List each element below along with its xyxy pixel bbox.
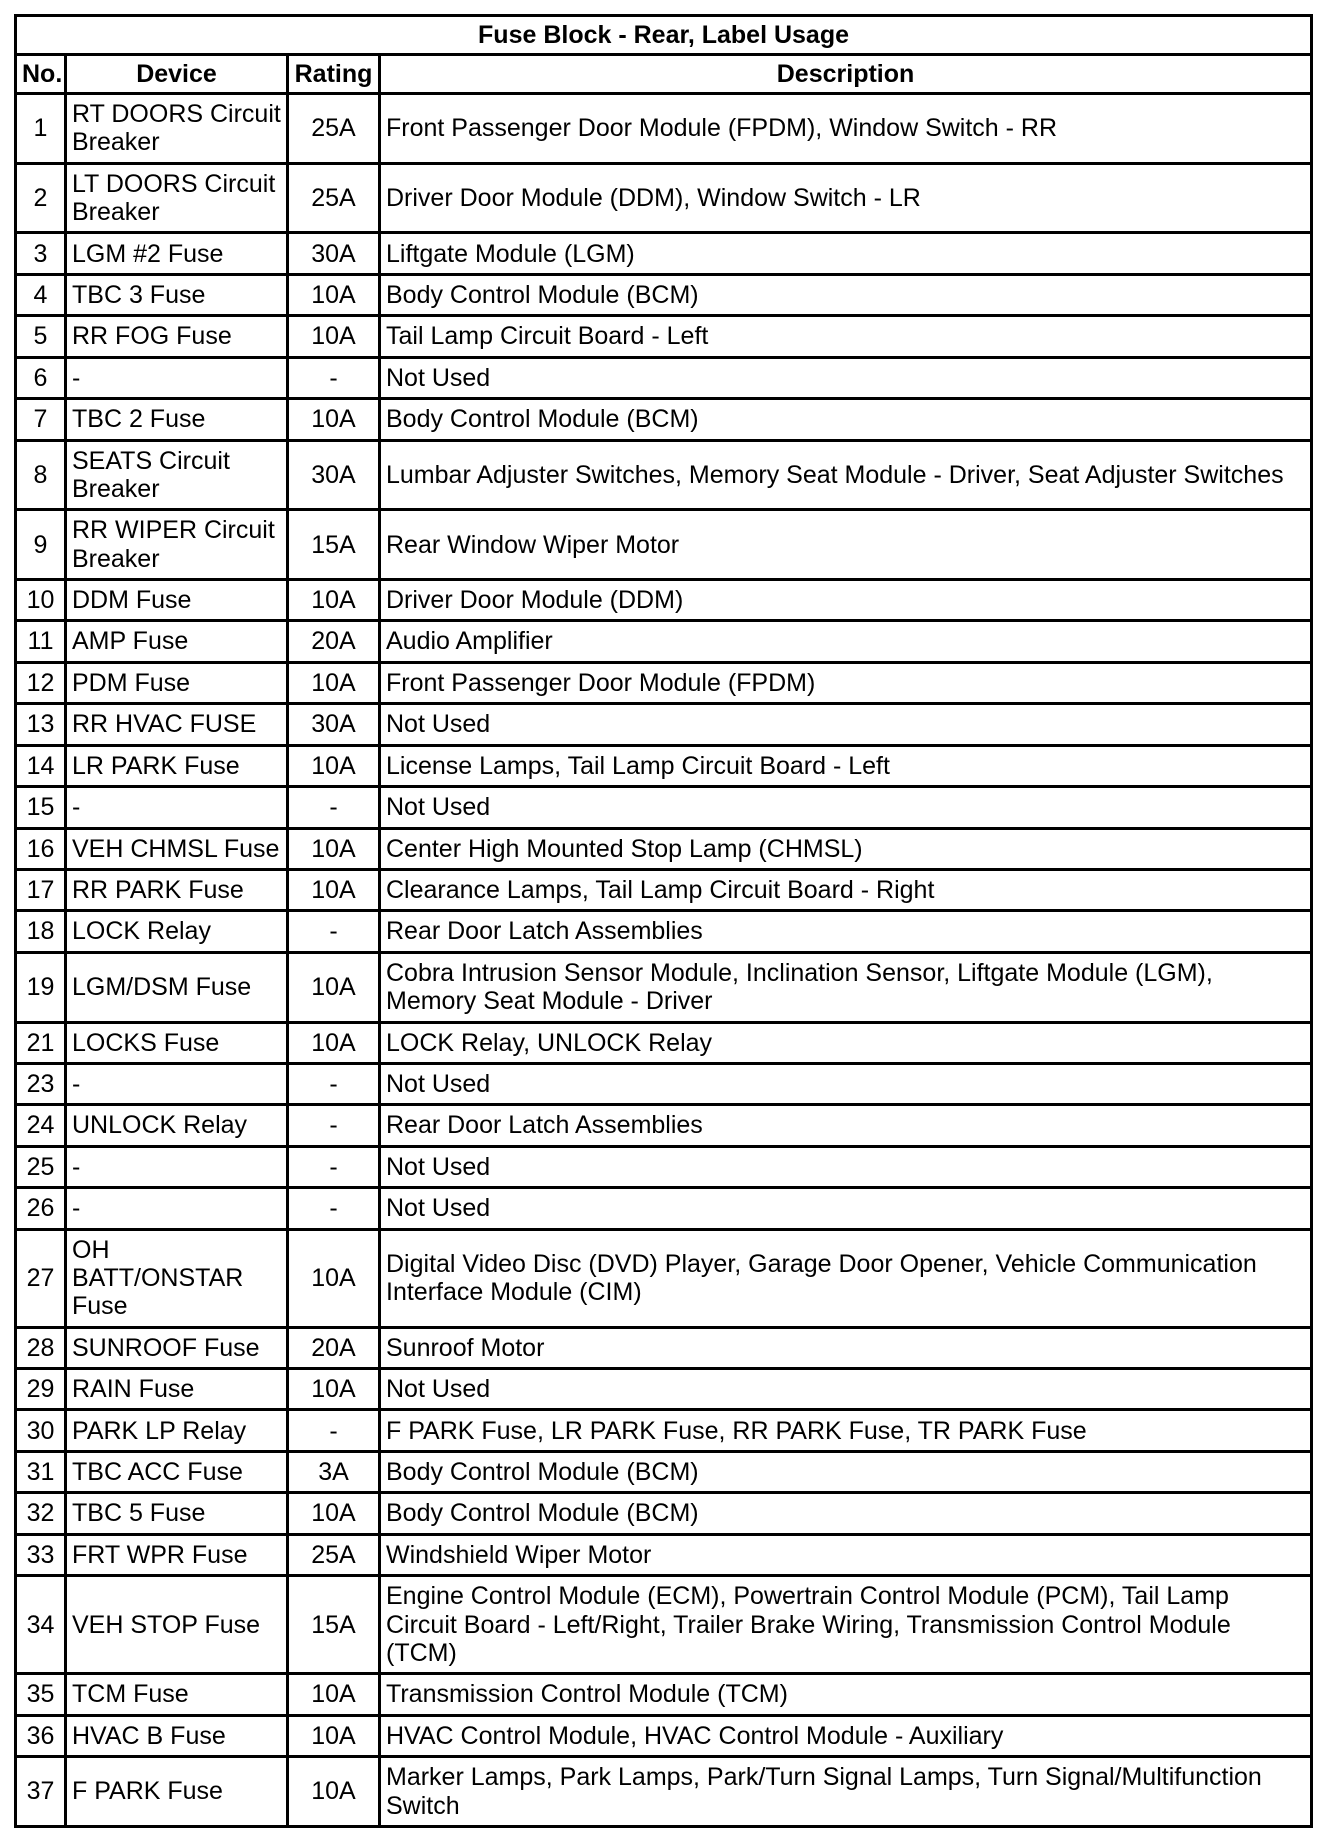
device-cell: RR WIPER Circuit Breaker — [66, 510, 288, 580]
description-cell: Body Control Module (BCM) — [380, 274, 1312, 315]
fuse-number-cell: 11 — [16, 621, 66, 662]
table-row — [16, 579, 1312, 620]
header-device: Device — [66, 55, 288, 94]
rating-cell: 10A — [288, 869, 380, 910]
fuse-number-cell: 23 — [16, 1063, 66, 1104]
description-cell: Body Control Module (BCM) — [380, 1493, 1312, 1534]
description-cell: Not Used — [380, 1369, 1312, 1410]
table-title: Fuse Block - Rear, Label Usage — [16, 16, 1312, 55]
description-cell: Not Used — [380, 1188, 1312, 1229]
fuse-number-cell: 24 — [16, 1105, 66, 1146]
rating-cell: 20A — [288, 1327, 380, 1368]
description-cell: Tail Lamp Circuit Board - Left — [380, 316, 1312, 357]
fuse-table-sheet — [14, 14, 1310, 1828]
fuse-number-cell: 4 — [16, 274, 66, 315]
fuse-number-cell: 16 — [16, 828, 66, 869]
device-cell: LGM/DSM Fuse — [66, 952, 288, 1022]
description-cell: Sunroof Motor — [380, 1327, 1312, 1368]
device-cell: SUNROOF Fuse — [66, 1327, 288, 1368]
device-cell: TBC 3 Fuse — [66, 274, 288, 315]
table-row — [16, 1369, 1312, 1410]
description-cell: Transmission Control Module (TCM) — [380, 1674, 1312, 1715]
device-cell: LOCK Relay — [66, 911, 288, 952]
fuse-number-cell: 1 — [16, 94, 66, 164]
device-cell: UNLOCK Relay — [66, 1105, 288, 1146]
rating-cell: 10A — [288, 1369, 380, 1410]
table-row — [16, 1188, 1312, 1229]
fuse-number-cell: 10 — [16, 579, 66, 620]
table-row — [16, 274, 1312, 315]
description-cell: Body Control Module (BCM) — [380, 399, 1312, 440]
table-row — [16, 1327, 1312, 1368]
device-cell: - — [66, 357, 288, 398]
description-cell: Lumbar Adjuster Switches, Memory Seat Module - Driver, Seat Adjuster Switches — [380, 440, 1312, 510]
rating-cell: - — [288, 1410, 380, 1451]
device-cell: SEATS Circuit Breaker — [66, 440, 288, 510]
device-cell: LT DOORS Circuit Breaker — [66, 163, 288, 233]
table-row — [16, 1022, 1312, 1063]
description-cell: Front Passenger Door Module (FPDM) — [380, 662, 1312, 703]
device-cell: - — [66, 1063, 288, 1104]
description-cell: HVAC Control Module, HVAC Control Module - Auxiliary — [380, 1715, 1312, 1756]
device-cell: FRT WPR Fuse — [66, 1534, 288, 1575]
header-description: Description — [380, 55, 1312, 94]
rating-cell: 10A — [288, 1022, 380, 1063]
table-row — [16, 1715, 1312, 1756]
rating-cell: 10A — [288, 1229, 380, 1327]
description-cell: Not Used — [380, 1063, 1312, 1104]
device-cell: RR HVAC FUSE — [66, 704, 288, 745]
table-row — [16, 357, 1312, 398]
description-cell: Marker Lamps, Park Lamps, Park/Turn Signal Lamps, Turn Signal/Multifunction Switch — [380, 1757, 1312, 1827]
table-row — [16, 233, 1312, 274]
device-cell: TBC 2 Fuse — [66, 399, 288, 440]
table-body — [16, 94, 1312, 1827]
description-cell: Driver Door Module (DDM) — [380, 579, 1312, 620]
rating-cell: 10A — [288, 316, 380, 357]
fuse-number-cell: 30 — [16, 1410, 66, 1451]
device-cell: - — [66, 1188, 288, 1229]
device-cell: DDM Fuse — [66, 579, 288, 620]
rating-cell: 10A — [288, 1757, 380, 1827]
fuse-number-cell: 26 — [16, 1188, 66, 1229]
table-row — [16, 952, 1312, 1022]
description-cell: Windshield Wiper Motor — [380, 1534, 1312, 1575]
rating-cell: 10A — [288, 274, 380, 315]
fuse-number-cell: 25 — [16, 1146, 66, 1187]
device-cell: OH BATT/ONSTAR Fuse — [66, 1229, 288, 1327]
rating-cell: 25A — [288, 163, 380, 233]
rating-cell: - — [288, 1063, 380, 1104]
header-rating: Rating — [288, 55, 380, 94]
fuse-number-cell: 35 — [16, 1674, 66, 1715]
description-cell: Engine Control Module (ECM), Powertrain Control Module (PCM), Tail Lamp Circuit Board - Left/Right, Trailer Brake Wiring, Transmission Control Module (TCM) — [380, 1576, 1312, 1674]
device-cell: RAIN Fuse — [66, 1369, 288, 1410]
description-cell: Body Control Module (BCM) — [380, 1451, 1312, 1492]
rating-cell: 30A — [288, 440, 380, 510]
rating-cell: 30A — [288, 704, 380, 745]
table-row — [16, 911, 1312, 952]
fuse-number-cell: 33 — [16, 1534, 66, 1575]
description-cell: F PARK Fuse, LR PARK Fuse, RR PARK Fuse, TR PARK Fuse — [380, 1410, 1312, 1451]
device-cell: LOCKS Fuse — [66, 1022, 288, 1063]
header-no: No. — [16, 55, 66, 94]
fuse-number-cell: 27 — [16, 1229, 66, 1327]
device-cell: TBC 5 Fuse — [66, 1493, 288, 1534]
description-cell: Center High Mounted Stop Lamp (CHMSL) — [380, 828, 1312, 869]
description-cell: License Lamps, Tail Lamp Circuit Board - Left — [380, 745, 1312, 786]
fuse-number-cell: 14 — [16, 745, 66, 786]
fuse-number-cell: 31 — [16, 1451, 66, 1492]
fuse-number-cell: 17 — [16, 869, 66, 910]
fuse-number-cell: 15 — [16, 787, 66, 828]
rating-cell: - — [288, 1146, 380, 1187]
rating-cell: 10A — [288, 662, 380, 703]
fuse-number-cell: 32 — [16, 1493, 66, 1534]
fuse-number-cell: 18 — [16, 911, 66, 952]
description-cell: Front Passenger Door Module (FPDM), Window Switch - RR — [380, 94, 1312, 164]
device-cell: PDM Fuse — [66, 662, 288, 703]
description-cell: Audio Amplifier — [380, 621, 1312, 662]
table-row — [16, 1576, 1312, 1674]
fuse-number-cell: 34 — [16, 1576, 66, 1674]
fuse-number-cell: 28 — [16, 1327, 66, 1368]
device-cell: LGM #2 Fuse — [66, 233, 288, 274]
fuse-number-cell: 2 — [16, 163, 66, 233]
rating-cell: 15A — [288, 1576, 380, 1674]
description-cell: Driver Door Module (DDM), Window Switch - LR — [380, 163, 1312, 233]
device-cell: RR PARK Fuse — [66, 869, 288, 910]
rating-cell: 10A — [288, 579, 380, 620]
table-row — [16, 440, 1312, 510]
table-row — [16, 1493, 1312, 1534]
rating-cell: 25A — [288, 94, 380, 164]
table-row — [16, 1063, 1312, 1104]
fuse-number-cell: 9 — [16, 510, 66, 580]
rating-cell: 10A — [288, 1715, 380, 1756]
fuse-number-cell: 12 — [16, 662, 66, 703]
rating-cell: - — [288, 1105, 380, 1146]
fuse-number-cell: 8 — [16, 440, 66, 510]
description-cell: Liftgate Module (LGM) — [380, 233, 1312, 274]
fuse-number-cell: 7 — [16, 399, 66, 440]
fuse-number-cell: 21 — [16, 1022, 66, 1063]
description-cell: Rear Door Latch Assemblies — [380, 911, 1312, 952]
table-row — [16, 316, 1312, 357]
rating-cell: 10A — [288, 1674, 380, 1715]
rating-cell: - — [288, 357, 380, 398]
device-cell: AMP Fuse — [66, 621, 288, 662]
table-row — [16, 621, 1312, 662]
rating-cell: 25A — [288, 1534, 380, 1575]
device-cell: - — [66, 1146, 288, 1187]
rating-cell: 3A — [288, 1451, 380, 1492]
rating-cell: 10A — [288, 399, 380, 440]
fuse-number-cell: 19 — [16, 952, 66, 1022]
device-cell: VEH CHMSL Fuse — [66, 828, 288, 869]
table-row — [16, 828, 1312, 869]
table-row — [16, 510, 1312, 580]
table-row — [16, 1674, 1312, 1715]
description-cell: Not Used — [380, 787, 1312, 828]
device-cell: F PARK Fuse — [66, 1757, 288, 1827]
table-row — [16, 1451, 1312, 1492]
rating-cell: 10A — [288, 1493, 380, 1534]
table-row — [16, 745, 1312, 786]
rating-cell: - — [288, 1188, 380, 1229]
table-row — [16, 1146, 1312, 1187]
description-cell: Cobra Intrusion Sensor Module, Inclination Sensor, Liftgate Module (LGM), Memory Seat Module - Driver — [380, 952, 1312, 1022]
rating-cell: 10A — [288, 828, 380, 869]
device-cell: VEH STOP Fuse — [66, 1576, 288, 1674]
description-cell: Rear Window Wiper Motor — [380, 510, 1312, 580]
description-cell: Digital Video Disc (DVD) Player, Garage Door Opener, Vehicle Communication Interface Module (CIM) — [380, 1229, 1312, 1327]
table-row — [16, 704, 1312, 745]
fuse-number-cell: 37 — [16, 1757, 66, 1827]
description-cell: LOCK Relay, UNLOCK Relay — [380, 1022, 1312, 1063]
rating-cell: - — [288, 911, 380, 952]
table-row — [16, 869, 1312, 910]
fuse-number-cell: 6 — [16, 357, 66, 398]
rating-cell: 10A — [288, 952, 380, 1022]
table-row — [16, 1105, 1312, 1146]
rating-cell: 10A — [288, 745, 380, 786]
fuse-number-cell: 3 — [16, 233, 66, 274]
rating-cell: - — [288, 787, 380, 828]
table-row — [16, 662, 1312, 703]
fuse-table — [14, 14, 1313, 1828]
description-cell: Clearance Lamps, Tail Lamp Circuit Board - Right — [380, 869, 1312, 910]
table-row — [16, 1229, 1312, 1327]
device-cell: PARK LP Relay — [66, 1410, 288, 1451]
fuse-number-cell: 29 — [16, 1369, 66, 1410]
table-row — [16, 787, 1312, 828]
device-cell: RR FOG Fuse — [66, 316, 288, 357]
table-row — [16, 1534, 1312, 1575]
table-row — [16, 94, 1312, 164]
table-row — [16, 1757, 1312, 1827]
description-cell: Not Used — [380, 1146, 1312, 1187]
fuse-number-cell: 5 — [16, 316, 66, 357]
device-cell: RT DOORS Circuit Breaker — [66, 94, 288, 164]
description-cell: Not Used — [380, 357, 1312, 398]
device-cell: TBC ACC Fuse — [66, 1451, 288, 1492]
device-cell: LR PARK Fuse — [66, 745, 288, 786]
description-cell: Rear Door Latch Assemblies — [380, 1105, 1312, 1146]
device-cell: - — [66, 787, 288, 828]
rating-cell: 30A — [288, 233, 380, 274]
rating-cell: 15A — [288, 510, 380, 580]
fuse-number-cell: 13 — [16, 704, 66, 745]
device-cell: TCM Fuse — [66, 1674, 288, 1715]
table-row — [16, 399, 1312, 440]
rating-cell: 20A — [288, 621, 380, 662]
description-cell: Not Used — [380, 704, 1312, 745]
fuse-number-cell: 36 — [16, 1715, 66, 1756]
device-cell: HVAC B Fuse — [66, 1715, 288, 1756]
table-row — [16, 163, 1312, 233]
table-row — [16, 1410, 1312, 1451]
